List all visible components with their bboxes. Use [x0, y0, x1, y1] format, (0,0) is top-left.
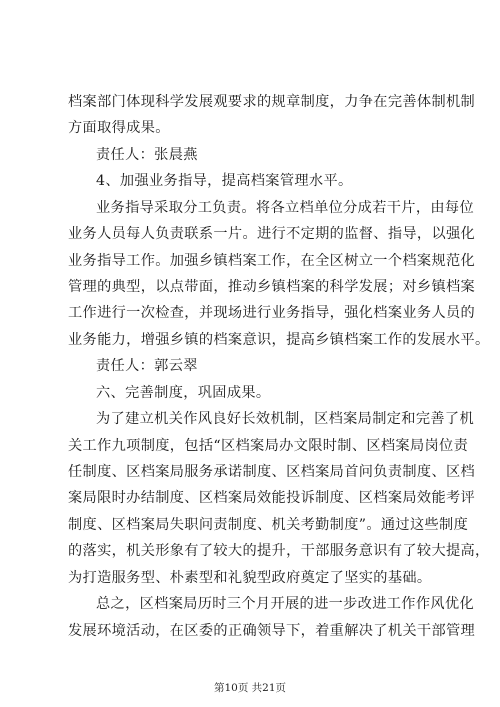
body-text-line: 业务指导采取分工负责。将各立档单位分成若干片，由每位 — [96, 200, 474, 216]
page-number-footer: 第10页 共21页 — [213, 682, 287, 694]
body-text-line: 总之，区档案局历时三个月开展的进一步改进工作作风优化 — [96, 596, 474, 612]
body-text-line: 业务能力，增强乡镇的档案意识，提高乡镇档案工作的发展水平。 — [68, 332, 490, 348]
body-text-line: 为打造服务型、朴素型和礼貌型政府奠定了坚实的基础。 — [68, 570, 432, 586]
body-text-line: 档案部门体现科学发展观要求的规章制度，力争在完善体制机制 — [68, 94, 476, 110]
section-heading: 4、加强业务指导，提高档案管理水平。 — [96, 173, 353, 189]
body-text-line: 业务人员每人负责联系一片。进行不定期的监督、指导，以强化 — [68, 226, 476, 242]
body-text-line: 发展环境活动，在区委的正确领导下，着重解决了机关干部管理 — [68, 623, 476, 639]
body-text-line: 为了建立机关作风良好长效机制，区档案局制定和完善了机 — [96, 411, 474, 427]
body-text-line: 案局限时办结制度、区档案局效能投诉制度、区档案局效能考评 — [68, 490, 476, 506]
body-text-line: 业务指导工作。加强乡镇档案工作，在全区树立一个档案规范化 — [68, 253, 476, 269]
body-text-line: 工作进行一次检查，并现场进行业务指导，强化档案业务人员的 — [68, 305, 476, 321]
body-text-line: 管理的典型，以点带面，推动乡镇档案的科学发展；对乡镇档案 — [68, 279, 476, 295]
body-text-line: 制度、区档案局失职问责制度、机关考勤制度”。通过这些制度 — [68, 517, 469, 533]
body-text-line: 任制度、区档案局服务承诺制度、区档案局首问负责制度、区档 — [68, 464, 476, 480]
section-heading: 六、完善制度，巩固成果。 — [96, 385, 271, 401]
body-text-line: 关工作九项制度，包括“区档案局办文限时制、区档案局岗位责 — [68, 438, 469, 454]
responsible-person-line: 责任人：张晨燕 — [96, 147, 198, 163]
body-text-line: 的落实，机关形象有了较大的提升，干部服务意识有了较大提高， — [68, 543, 490, 559]
body-text-line: 方面取得成果。 — [68, 120, 170, 136]
responsible-person-line: 责任人：郭云翠 — [96, 358, 198, 374]
